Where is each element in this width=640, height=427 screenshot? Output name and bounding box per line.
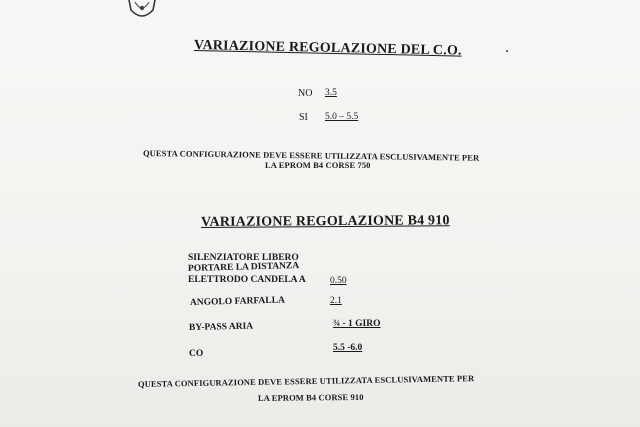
section1-note-line1: QUESTA CONFIGURAZIONE DEVE ESSERE UTILIZZATA ESCLUSIVAMENTE PER bbox=[142, 148, 480, 163]
angolo-label: ANGOLO FARFALLA bbox=[189, 295, 286, 308]
co-label: CO bbox=[189, 349, 204, 359]
section2-note-line2: LA EPROM B4 CORSE 910 bbox=[257, 391, 364, 403]
section2-note-line1: QUESTA CONFIGURAZIONE DEVE ESSERE UTILIZZATA ESCLUSIVAMENTE PER bbox=[137, 373, 475, 389]
bypass-label: BY-PASS ARIA bbox=[188, 321, 254, 333]
section2-title: VARIAZIONE REGOLAZIONE B4 910 bbox=[200, 213, 450, 230]
speck bbox=[506, 50, 508, 52]
section1-title: VARIAZIONE REGOLAZIONE DEL C.O. bbox=[193, 38, 462, 59]
crest-logo-icon bbox=[127, 0, 157, 18]
row-si-label: SI bbox=[299, 112, 308, 123]
elettrodo-value: 0.50 bbox=[330, 276, 347, 286]
row-no-label: NO bbox=[298, 88, 313, 99]
bypass-value: ¾ - 1 GIRO bbox=[333, 319, 381, 329]
silenziatore-line: SILENZIATORE LIBERO bbox=[188, 253, 299, 263]
portare-line: PORTARE LA DISTANZA bbox=[187, 261, 300, 274]
section1-note-line2: LA EPROM B4 CORSE 750 bbox=[265, 160, 371, 170]
co-value: 5.5 -6.0 bbox=[333, 343, 363, 353]
row-si-value: 5.0 – 5.5 bbox=[325, 112, 359, 122]
row-no-value: 3.5 bbox=[325, 88, 337, 98]
elettrodo-label: ELETTRODO CANDELA A bbox=[188, 275, 306, 285]
angolo-value: 2.1 bbox=[330, 296, 342, 306]
